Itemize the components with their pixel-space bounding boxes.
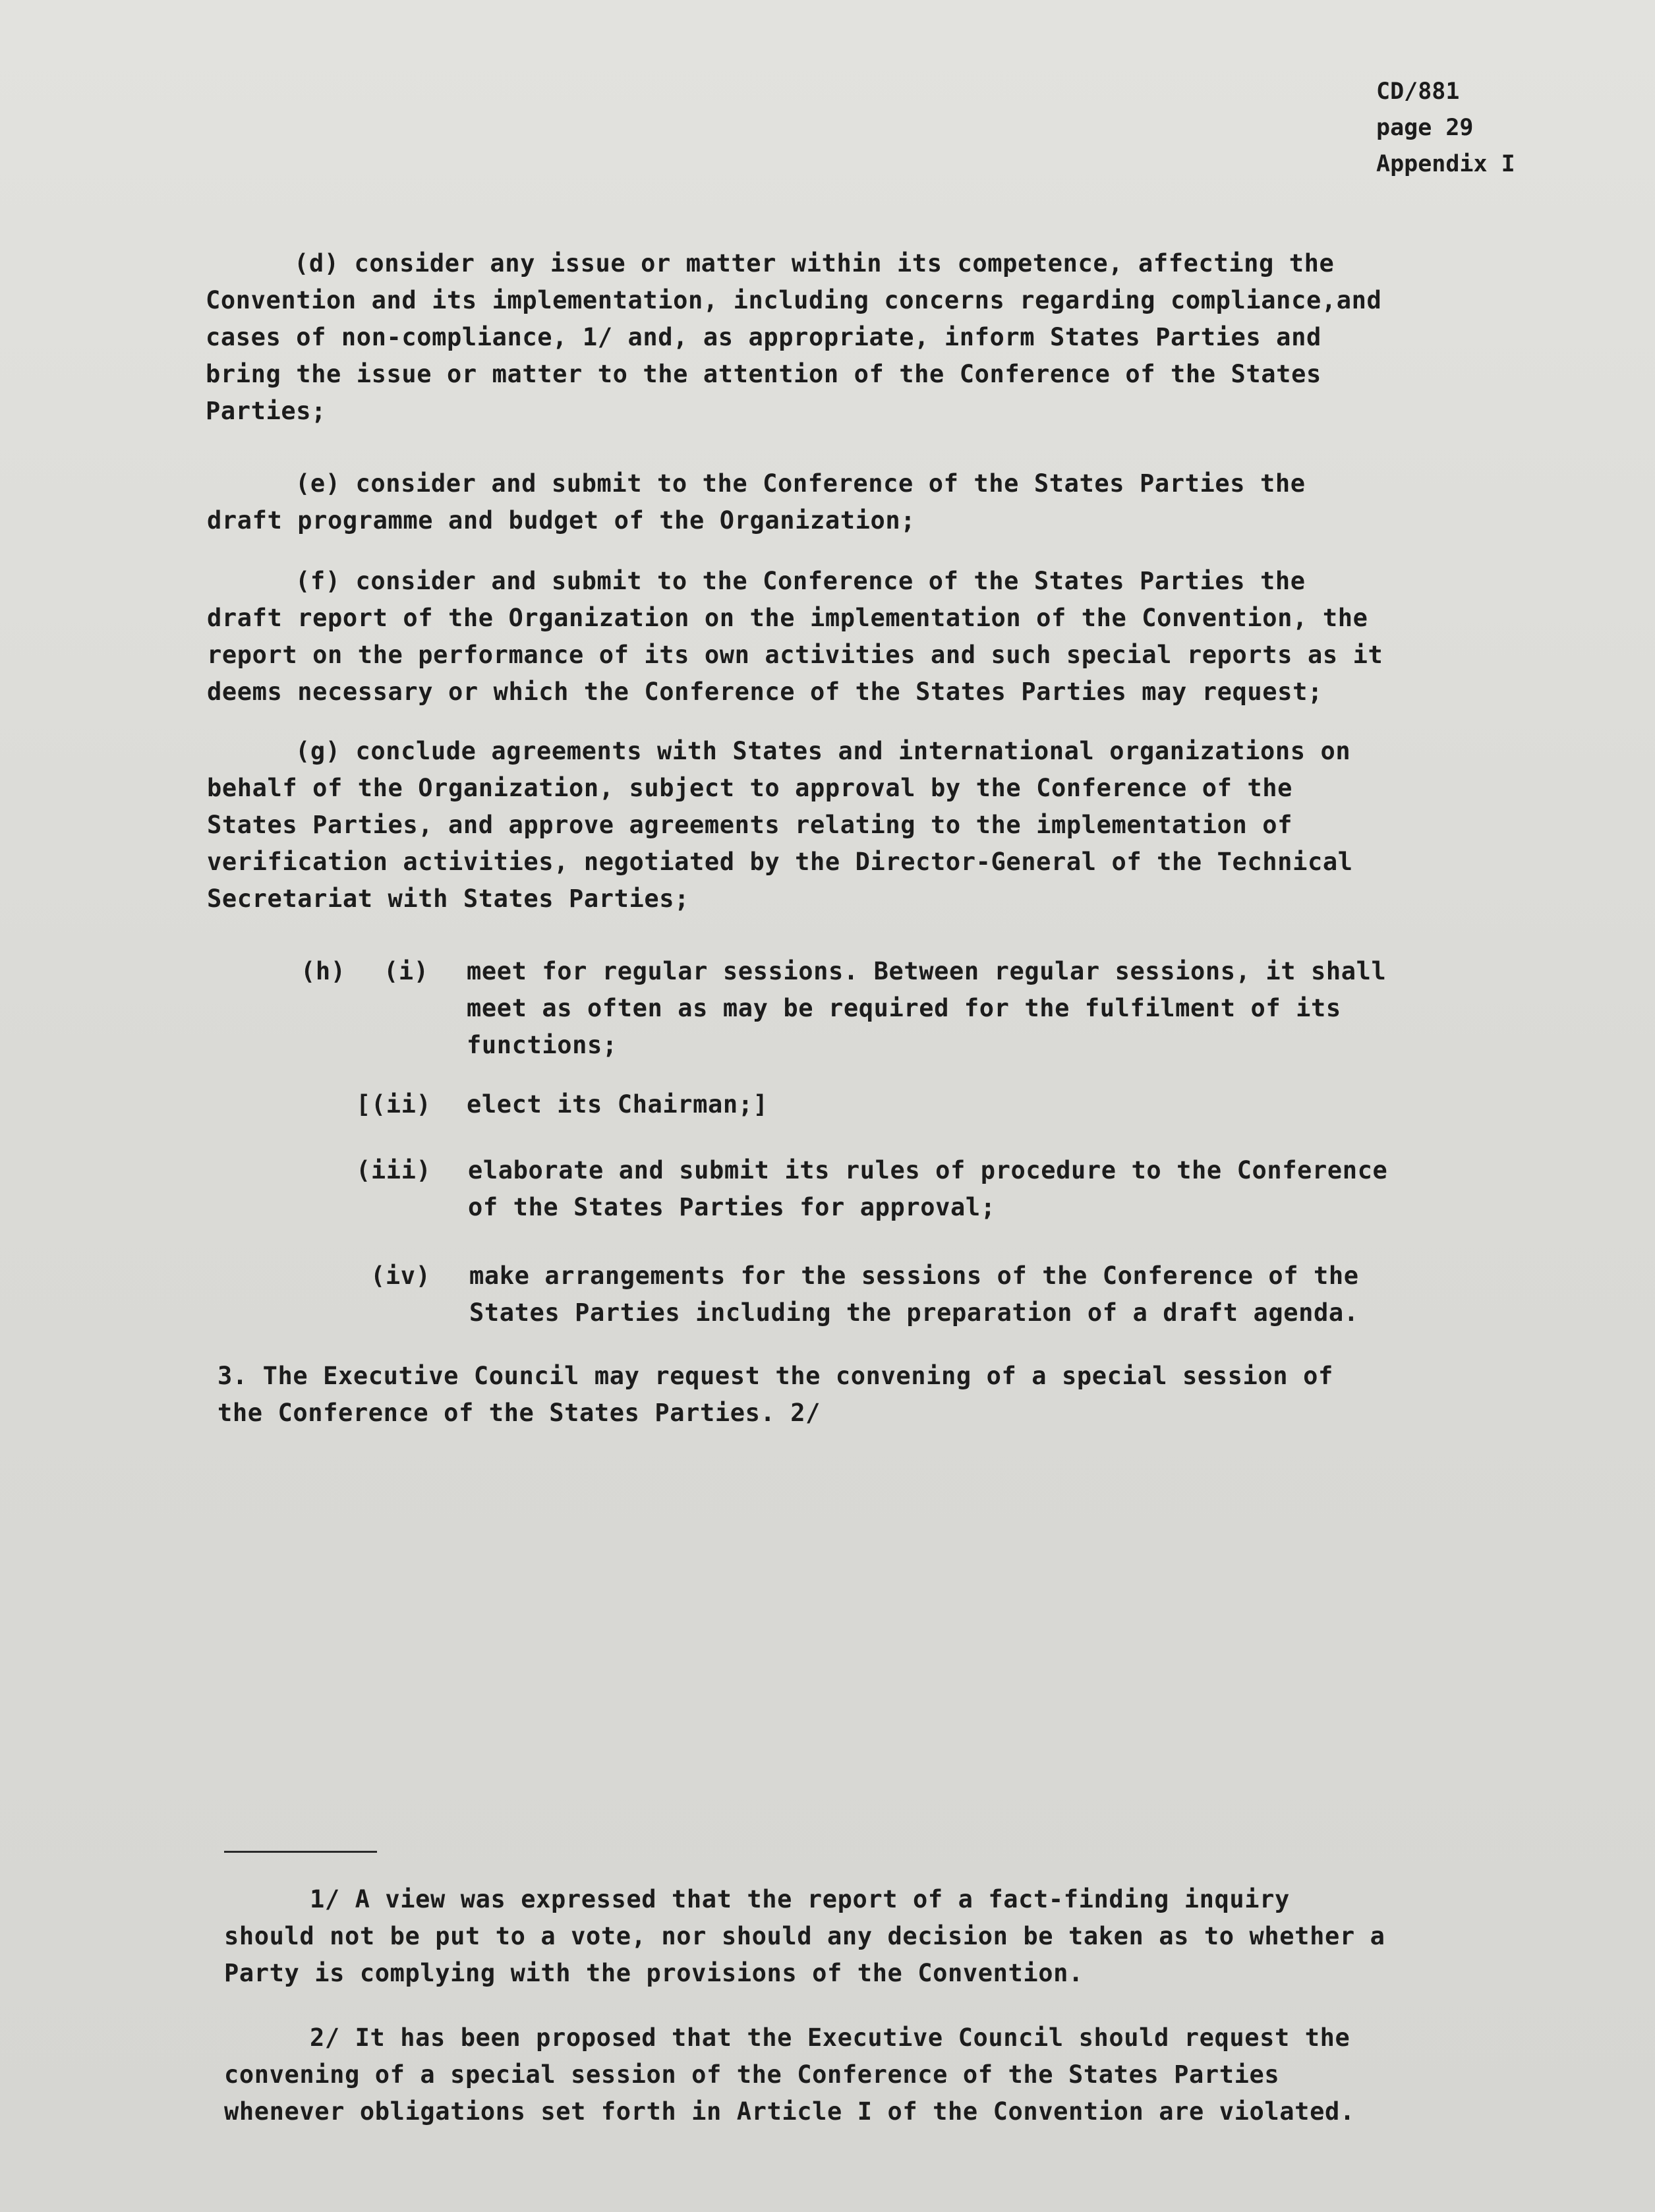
paragraph-g [207, 733, 1353, 917]
subitem-line: meet as often as may be required for the fulfilment of its [467, 994, 1341, 1022]
footnote-line: convening of a special session of the Conference of the States Parties [224, 2060, 1280, 2089]
document-header [1376, 74, 1515, 183]
paragraph-line: Convention and its implementation, including concerns regarding compliance,and [206, 286, 1382, 314]
paragraph-line: behalf of the Organization, subject to approval by the Conference of the [207, 774, 1293, 802]
paragraph-line: (f) consider and submit to the Conference of the States Parties the [295, 567, 1306, 595]
subitem-line: elect its Chairman;] [467, 1090, 769, 1119]
footnote-1 [224, 1881, 1385, 1992]
subitem-line: meet for regular sessions. Between regular sessions, it shall [467, 957, 1387, 985]
paragraph-e [207, 465, 1306, 539]
subitem-line: of the States Parties for approval; [468, 1193, 996, 1221]
paragraph-line: (g) conclude agreements with States and international organizations on [295, 737, 1351, 765]
paragraph-line: draft report of the Organization on the implementation of the Convention, the [207, 604, 1368, 632]
footnote-line: should not be put to a vote, nor should any decision be taken as to whether a [224, 1922, 1385, 1950]
footnote-separator [224, 1851, 377, 1853]
section-3 [218, 1358, 1333, 1432]
footnote-line: Party is complying with the provisions of the Convention. [224, 1959, 1084, 1987]
section-line: the Conference of the States Parties. 2/ [218, 1399, 821, 1427]
paragraph-line: report on the performance of its own activities and such special reports as it [207, 641, 1383, 669]
appendix-label: Appendix I [1376, 151, 1515, 177]
paragraph-line: verification activities, negotiated by the Director-General of the Technical [207, 848, 1353, 876]
paragraph-h-label: (h) [301, 957, 346, 985]
footnote-line: whenever obligations set forth in Article I of the Convention are violated. [224, 2097, 1355, 2126]
subitem-line: elaborate and submit its rules of procedure to the Conference [468, 1156, 1388, 1184]
paragraph-line: bring the issue or matter to the attention of the Conference of the States [206, 360, 1321, 388]
paragraph-f [207, 563, 1383, 711]
subitem-number: (iii) [356, 1156, 432, 1184]
subitem-text [467, 953, 1386, 1064]
paragraph-line: (e) consider and submit to the Conference of the States Parties the [295, 469, 1306, 498]
subitem-number: (i) [384, 957, 429, 985]
footnote-line: 2/ It has been proposed that the Executive Council should request the [310, 2023, 1350, 2052]
paragraph-d [206, 245, 1381, 430]
page-number: page 29 [1376, 115, 1474, 141]
subitem-number: (iv) [370, 1262, 431, 1290]
paragraph-line: Parties; [206, 397, 327, 425]
paragraph-line: States Parties, and approve agreements relating to the implementation of [207, 811, 1293, 839]
subitem-text [468, 1152, 1387, 1226]
subitem-text [467, 1086, 769, 1123]
section-line: 3. The Executive Council may request the convening of a special session of [218, 1362, 1333, 1390]
subitem-line: functions; [467, 1031, 618, 1059]
footnote-2 [224, 2020, 1355, 2130]
subitem-text [469, 1258, 1359, 1331]
subitem-line: States Parties including the preparation of a draft agenda. [469, 1298, 1359, 1327]
subitem-number: [(ii) [356, 1090, 432, 1119]
paragraph-line: cases of non-compliance, 1/ and, as appropriate, inform States Parties and [206, 323, 1321, 351]
paragraph-line: deems necessary or which the Conference of the States Parties may request; [207, 678, 1323, 706]
paragraph-line: (d) consider any issue or matter within its competence, affecting the [294, 249, 1335, 277]
paragraph-line: Secretariat with States Parties; [207, 885, 690, 913]
subitem-line: make arrangements for the sessions of the Conference of the [469, 1262, 1359, 1290]
paragraph-line: draft programme and budget of the Organization; [207, 506, 916, 535]
doc-symbol: CD/881 [1376, 78, 1460, 105]
footnote-line: 1/ A view was expressed that the report of a fact-finding inquiry [310, 1885, 1290, 1913]
